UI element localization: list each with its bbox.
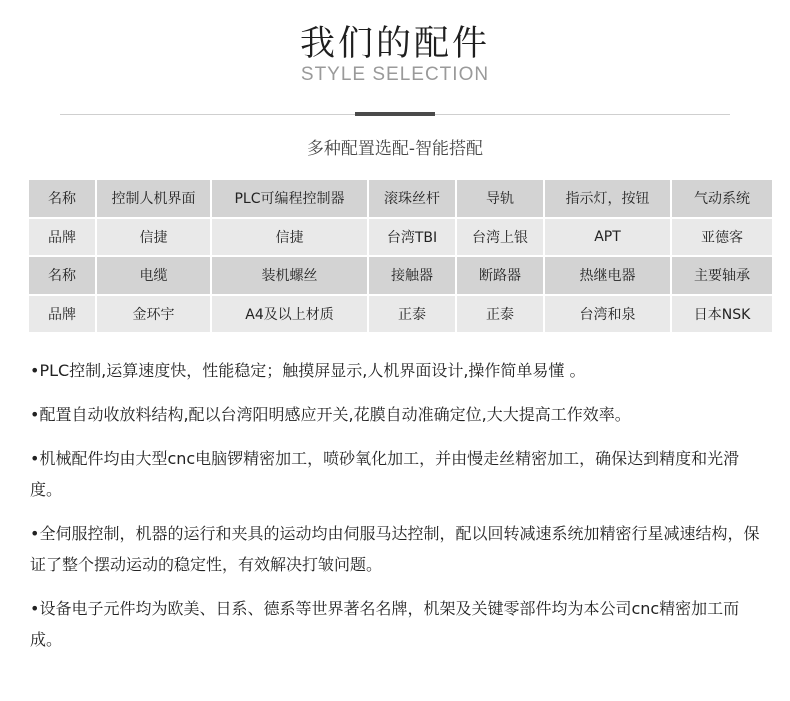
table-cell: 指示灯，按钮	[544, 179, 671, 218]
table-cell: 金环宇	[96, 295, 211, 334]
table-cell: 气动系统	[671, 179, 773, 218]
table-cell: 品牌	[28, 295, 96, 334]
table-cell: 台湾TBI	[368, 218, 456, 257]
feature-item: •配置自动收放料结构,配以台湾阳明感应开关,花膜自动准确定位,大大提高工作效率。	[30, 405, 631, 424]
page-subtitle: STYLE SELECTION	[300, 64, 490, 85]
table-cell: 电缆	[96, 256, 211, 295]
table-cell: 热继电器	[544, 256, 671, 295]
section-tagline: 多种配置选配-智能搭配	[306, 139, 484, 159]
table-cell: 滚珠丝杆	[368, 179, 456, 218]
table-row	[28, 218, 773, 257]
feature-item: •全伺服控制，机器的运行和夹具的运动均由伺服马达控制，配以回转减速系统加精密行星减速结构，保证了整个摆动运动的稳定性，有效解决打皱问题。	[30, 524, 760, 574]
table-cell: 正泰	[368, 295, 456, 334]
feature-item: •机械配件均由大型cnc电脑锣精密加工，喷砂氧化加工，并由慢走丝精密加工，确保达到精度和光滑度。	[30, 449, 740, 499]
table-cell: 亚德客	[671, 218, 773, 257]
table-cell: APT	[544, 218, 671, 257]
parts-spec-table	[27, 178, 774, 334]
table-row	[28, 179, 773, 218]
table-cell: 信捷	[211, 218, 368, 257]
table-cell: 控制人机界面	[96, 179, 211, 218]
table-cell: 信捷	[96, 218, 211, 257]
table-row	[28, 256, 773, 295]
feature-list	[30, 355, 765, 668]
table-cell: 正泰	[456, 295, 544, 334]
divider-accent	[355, 112, 435, 116]
table-cell: 装机螺丝	[211, 256, 368, 295]
page-title: 我们的配件	[299, 24, 490, 64]
table-cell: 品牌	[28, 218, 96, 257]
table-row	[28, 295, 773, 334]
table-cell: 断路器	[456, 256, 544, 295]
table-cell: 接触器	[368, 256, 456, 295]
table-cell: 台湾和泉	[544, 295, 671, 334]
table-cell: 主要轴承	[671, 256, 773, 295]
table-cell: 导轨	[456, 179, 544, 218]
table-cell: 名称	[28, 179, 96, 218]
table-cell: PLC可编程控制器	[211, 179, 368, 218]
table-cell: 日本NSK	[671, 295, 773, 334]
table-cell: A4及以上材质	[211, 295, 368, 334]
feature-item: •设备电子元件均为欧美、日系、德系等世界著名名牌，机架及关键零部件均为本公司cnc精密加工而成。	[30, 599, 740, 649]
table-cell: 名称	[28, 256, 96, 295]
feature-item: •PLC控制,运算速度快，性能稳定；触摸屏显示,人机界面设计,操作简单易懂 。	[30, 361, 586, 380]
table-cell: 台湾上银	[456, 218, 544, 257]
